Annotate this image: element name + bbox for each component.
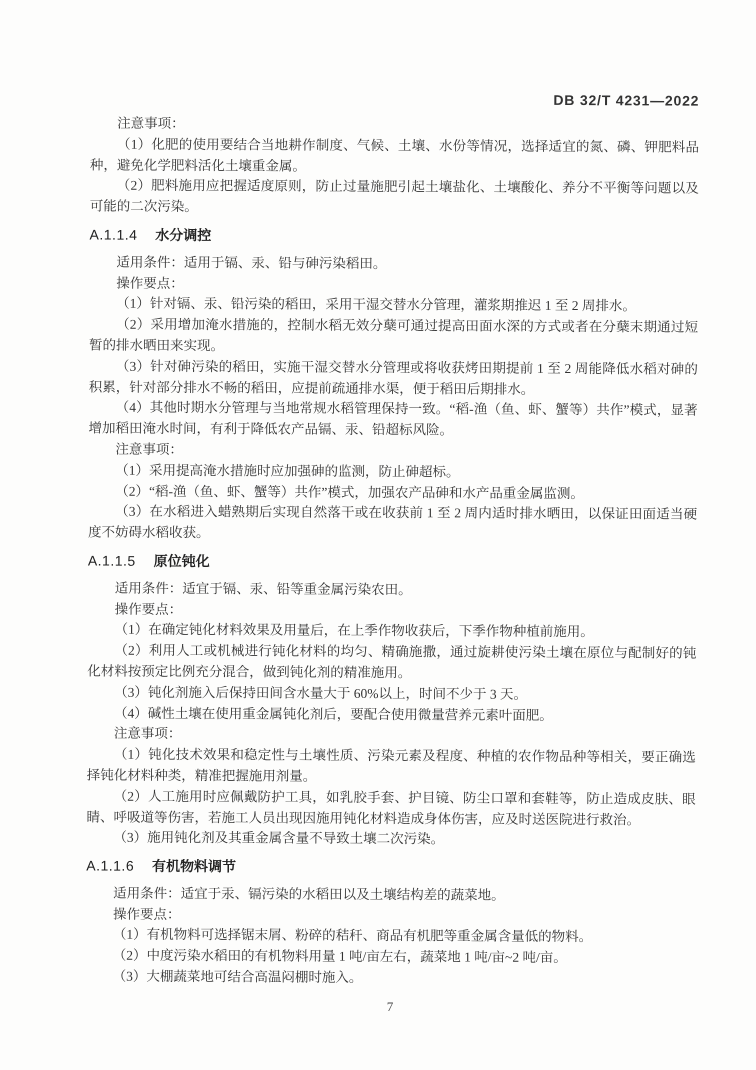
clause-number: A.1.1.4 xyxy=(89,226,138,243)
operation-item: （3）钝化剂施入后保持田间含水量大于 60%以上，时间不少于 3 天。 xyxy=(114,684,528,702)
operation-item: （2）中度污染水稻田的有机物料用量 1 吨/亩左右，蔬菜地 1 吨/亩~2 吨/亩。 xyxy=(112,947,567,966)
notes-label: 注意事项： xyxy=(115,441,183,457)
operation-points-label: 操作要点： xyxy=(112,906,181,922)
note-item: （3）在水稻进入蜡熟期后实现自然落干或在收获前 1 至 2 周内适时排水晒田，以保证田面适当硬度不妨碍水稻收获。 xyxy=(87,503,698,541)
operation-item: （4）其他时期水分管理与当地常规水稻管理保持一致。“稻-渔（鱼、虾、蟹等）共作”模式，显著增加稻田淹水时间，有利于降低农产品镉、汞、铅超标风险。 xyxy=(88,399,698,438)
clause-number: A.1.1.6 xyxy=(86,857,135,874)
note-item: （1）采用提高淹水措施时应加强砷的监测，防止砷超标。 xyxy=(115,462,460,480)
clause-heading xyxy=(88,550,697,574)
operation-item: （3）针对砷污染的稻田，实施干湿交替水分管理或将收获烤田期提前 1 至 2 周能降低水稻对砷的积累，针对部分排水不畅的稻田，应提前疏通排水渠，便于稻田后期排水。 xyxy=(88,358,698,397)
clause-number: A.1.1.5 xyxy=(87,552,136,569)
standard-code: DB 32/T 4231—2022 xyxy=(553,91,700,109)
operation-item: （2）利用人工或机械进行钝化材料的均匀、精确施撒，通过旋耕使污染土壤在原位与配制好的钝化材料按预定比例充分混合，做到钝化剂的精准施用。 xyxy=(87,642,697,681)
operation-item: （4）碱性土壤在使用重金属钝化剂后，要配合使用微量营养元素叶面肥。 xyxy=(114,705,553,723)
operation-item: （2）采用增加淹水措施的，控制水稻无效分蘖可通过提高田面水深的方式或者在分蘖末期通过短暂的排水晒田来实现。 xyxy=(88,316,699,354)
clause-title: 原位钝化 xyxy=(153,552,210,570)
operation-item: （3）大棚蔬菜地可结合高温闷棚时施入。 xyxy=(112,968,363,986)
notes-label: 注意事项： xyxy=(113,725,182,742)
operation-item: （1）针对镉、汞、铅污染的稻田，采用干湿交替水分管理，灌浆期推迟 1 至 2 周排水。 xyxy=(116,296,636,314)
clause-heading xyxy=(86,856,695,880)
operation-points-label: 操作要点： xyxy=(114,601,183,617)
page-footer xyxy=(85,996,694,1017)
note-item: （2）肥料施用应把握适度原则，防止过量施肥引起土壤盐化、土壤酸化、养分不平衡等问题以及可能的二次污染。 xyxy=(89,178,699,215)
operation-points-label: 操作要点： xyxy=(116,275,184,291)
operation-item: （1）有机物料可选择锯末屑、粉碎的秸秆、商品有机肥等重金属含量低的物料。 xyxy=(112,927,593,945)
notes-label: 注意事项： xyxy=(117,115,185,131)
note-item: （2）“稻-渔（鱼、虾、蟹等）共作”模式，加强农产品砷和水产品重金属监测。 xyxy=(115,483,584,501)
page-header xyxy=(90,88,699,109)
note-item: （1）化肥的使用要结合当地耕作制度、气候、土壤、水份等情况，选择适宜的氮、磷、钾肥料品种，避免化学肥料活化土壤重金属。 xyxy=(89,136,700,174)
note-item: （1）钝化技术效果和稳定性与土壤性质、污染元素及程度、种植的农作物品种等相关，要正确选择钝化材料种类，精准把握施用剂量。 xyxy=(86,746,696,784)
clause-title: 水分调控 xyxy=(155,226,212,244)
operation-item: （1）在确定钝化材料效果及用量后，在上季作物收获后，下季作物种植前施用。 xyxy=(114,621,594,640)
applicable-conditions: 适用条件：适宜于汞、镉污染的水稻田以及土壤结构差的蔬菜地。 xyxy=(113,885,505,903)
document-body xyxy=(86,113,700,990)
clause-title: 有机物料调节 xyxy=(151,857,237,875)
note-item: （3）施用钝化剂及其重金属含量不导致土壤二次污染。 xyxy=(113,829,445,847)
applicable-conditions: 适用条件：适宜于镉、汞、铅等重金属污染农田。 xyxy=(114,580,412,597)
note-item: （2）人工施用时应佩戴防护工具，如乳胶手套、护目镜、防尘口罩和套鞋等，防止造成皮肤、眼睛、呼吸道等伤害，若施工人员出现因施用钝化材料造成身体伤害，应及时送医院进行救治。 xyxy=(86,788,696,827)
page-number: 7 xyxy=(386,998,394,1014)
applicable-conditions: 适用条件：适用于镉、汞、铅与砷污染稻田。 xyxy=(116,254,387,271)
clause-heading xyxy=(90,224,699,248)
